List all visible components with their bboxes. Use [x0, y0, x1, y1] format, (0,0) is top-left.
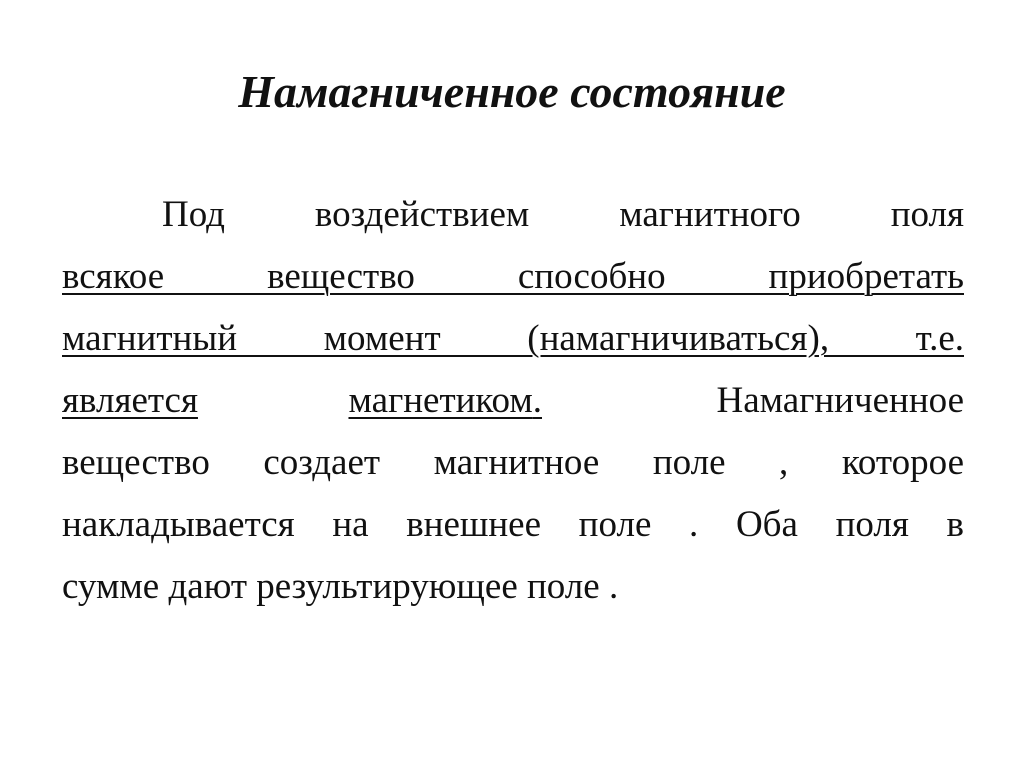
body-line-4-rest: Намагниченное	[716, 380, 964, 421]
body-line-1: Под воздействием магнитного поля	[162, 194, 964, 235]
underlined-definition-end: является магнетиком .	[62, 370, 542, 432]
body-line-7: сумме дают результирующее поле .	[62, 566, 619, 607]
slide-title: Намагниченное состояние	[238, 66, 786, 117]
body-line-3-underlined: магнитный момент (намагничиваться), т.е.	[62, 318, 964, 359]
slide-body-text	[62, 184, 964, 618]
body-line-5: вещество создает магнитное поле , которое	[62, 442, 964, 483]
body-line-4	[62, 370, 964, 432]
body-line-2-underlined: всякое вещество способно приобретать	[62, 256, 964, 297]
body-line-6: накладывается на внешнее поле . Оба поля в	[62, 504, 964, 545]
